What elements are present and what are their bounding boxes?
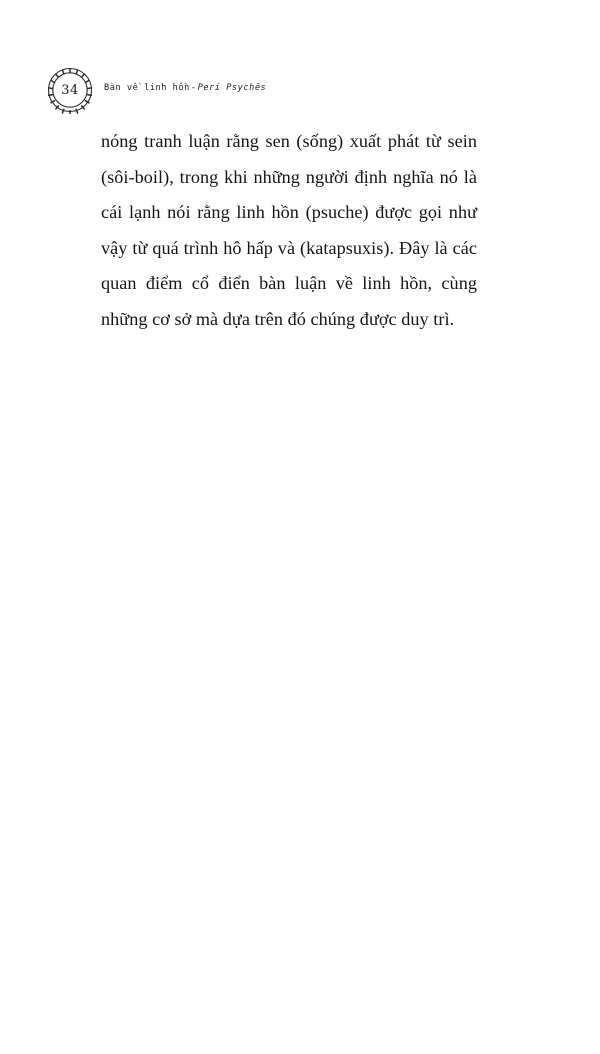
paragraph: nóng tranh luận rằng sen (sống) xuất phát từ sein (sôi-boil), trong khi những người định nghĩa nó là cái lạnh nói rằng linh hồn (psuche) được gọi như vậy từ quá trình hô hấp và (katapsuxis). Đây là các quan điểm cổ điển bàn luận về linh hồn, cùng những cơ sở mà dựa trên đó chúng được duy trì. bbox=[101, 131, 477, 329]
page-header bbox=[46, 66, 554, 114]
body-text-block bbox=[101, 124, 477, 338]
page-number: 34 bbox=[61, 82, 79, 98]
running-head-title: Bàn về linh hồn bbox=[104, 83, 190, 93]
running-head bbox=[104, 83, 266, 93]
running-head-separator: - bbox=[190, 83, 197, 93]
running-head-subtitle: Peri Psychēs bbox=[197, 83, 267, 93]
